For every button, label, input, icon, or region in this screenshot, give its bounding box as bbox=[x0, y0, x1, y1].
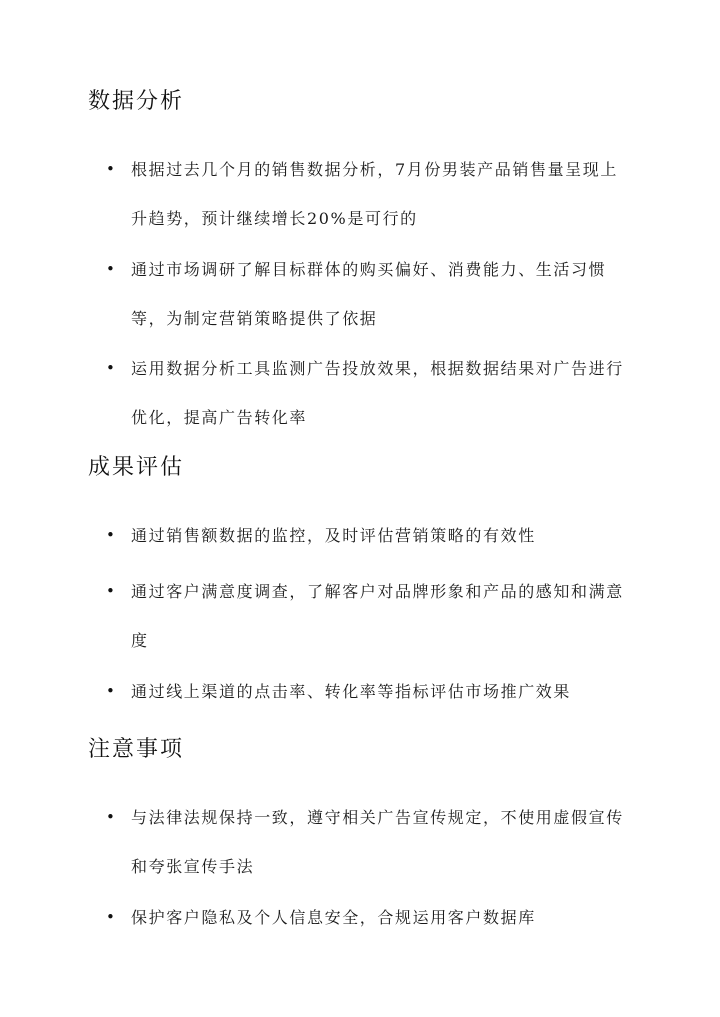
bullet-icon: • bbox=[106, 582, 115, 600]
bullet-icon: • bbox=[106, 682, 115, 700]
list-item bbox=[106, 805, 626, 891]
bullet-icon: • bbox=[106, 359, 115, 377]
list-item bbox=[106, 679, 626, 716]
list-item bbox=[106, 257, 626, 343]
list-item bbox=[106, 905, 626, 942]
section-title-notes: 注意事项 bbox=[88, 737, 185, 762]
bullet-icon: • bbox=[106, 808, 115, 826]
section-title-results-evaluation: 成果评估 bbox=[88, 455, 185, 480]
section-title-data-analysis: 数据分析 bbox=[88, 89, 185, 114]
list-item bbox=[106, 356, 626, 442]
list-item bbox=[106, 157, 626, 243]
list-item-text: 通过市场调研了解目标群体的购买偏好、消费能力、生活习惯等，为制定营销策略提供了依据 bbox=[131, 260, 607, 328]
list-item-text: 通过线上渠道的点击率、转化率等指标评估市场推广效果 bbox=[131, 682, 572, 701]
bullet-icon: • bbox=[106, 526, 115, 544]
list-item-text: 通过客户满意度调查，了解客户对品牌形象和产品的感知和满意度 bbox=[131, 582, 624, 650]
list-item bbox=[106, 523, 626, 560]
list-item-text: 通过销售额数据的监控，及时评估营销策略的有效性 bbox=[131, 526, 536, 545]
list-item-text: 与法律法规保持一致，遵守相关广告宣传规定，不使用虚假宣传和夸张宣传手法 bbox=[131, 808, 624, 876]
list-item-text: 保护客户隐私及个人信息安全，合规运用客户数据库 bbox=[131, 908, 536, 927]
bullet-icon: • bbox=[106, 908, 115, 926]
list-item bbox=[106, 579, 626, 665]
list-item-text: 根据过去几个月的销售数据分析，7月份男装产品销售量呈现上升趋势，预计继续增长20%是可行的 bbox=[131, 160, 618, 228]
list-item-text: 运用数据分析工具监测广告投放效果，根据数据结果对广告进行优化，提高广告转化率 bbox=[131, 359, 624, 427]
bullet-icon: • bbox=[106, 260, 115, 278]
bullet-icon: • bbox=[106, 160, 115, 178]
